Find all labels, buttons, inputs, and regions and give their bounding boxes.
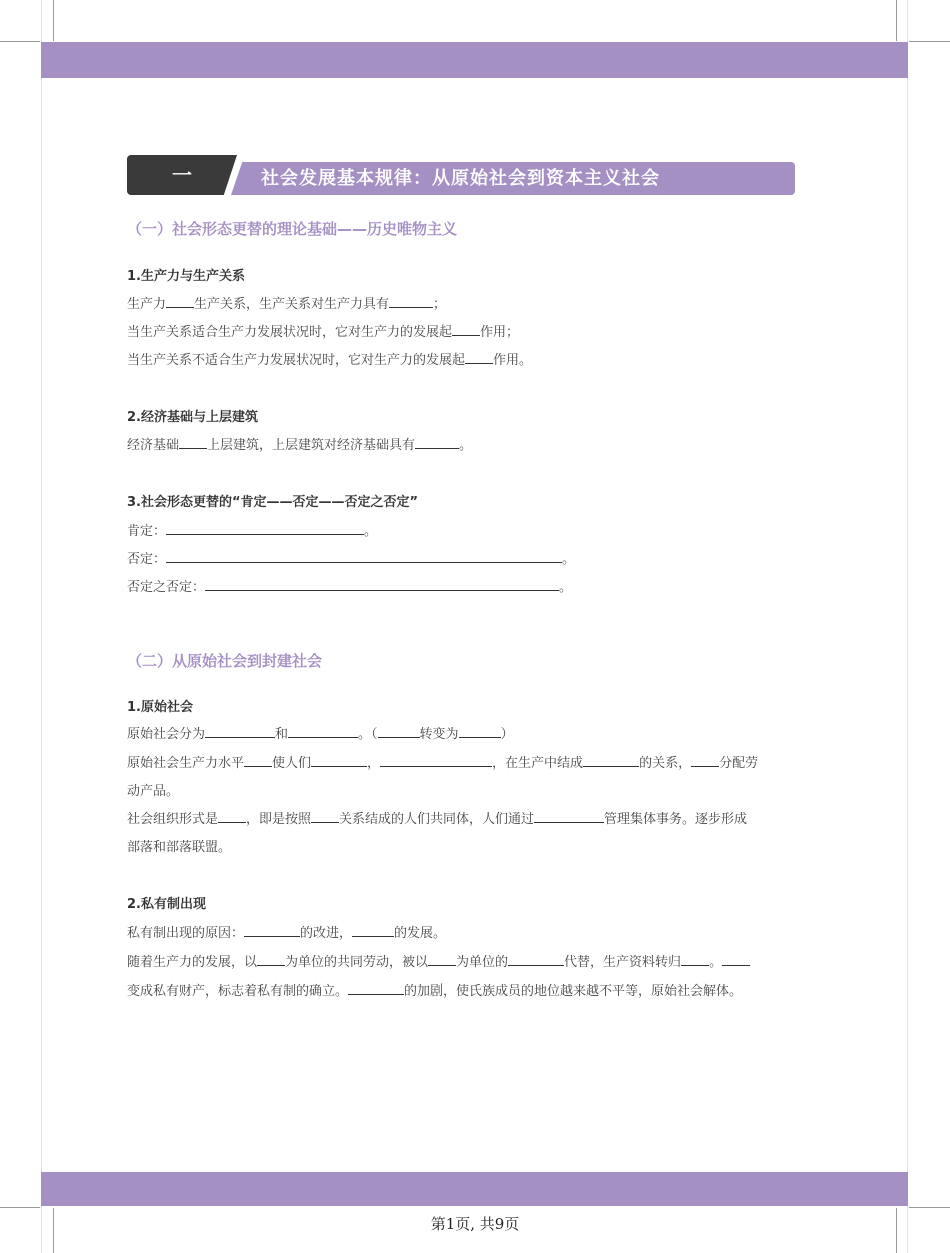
fill-blank[interactable] [179,436,207,449]
topic-title: 1.生产力与生产关系 [127,269,245,284]
text-line: 生产力 生产关系，生产关系对生产力具有 ； [127,297,447,312]
fill-blank[interactable] [352,924,394,937]
fill-blank[interactable] [244,924,300,937]
header-band [41,42,908,78]
fill-blank[interactable] [428,953,456,966]
text-line: 动产品。 [127,784,180,799]
topic-title: 1.原始社会 [127,700,193,715]
text-line: 当生产关系适合生产力发展状况时，它对生产力的发展起 作用； [127,325,520,340]
page-number: 第1页, 共9页 [430,1215,520,1233]
fill-blank[interactable] [205,578,559,591]
fill-blank[interactable] [288,725,358,738]
text-line: 当生产关系不适合生产力发展状况时，它对生产力的发展起 作用。 [127,353,533,368]
page-border-left [41,0,42,1253]
fill-blank[interactable] [722,953,750,966]
section-number: 一 [172,163,192,187]
fill-blank[interactable] [452,323,480,336]
fill-blank[interactable] [166,522,364,535]
text-line: 否定： 。 [127,552,576,567]
topic-title: 2.经济基础与上层建筑 [127,410,258,425]
crop-mark [909,1207,950,1208]
text-line: 私有制出现的原因： 的改进， 的发展。 [127,926,447,941]
fill-blank[interactable] [380,754,492,767]
fill-blank[interactable] [348,982,404,995]
text-line: 变成私有财产，标志着私有制的确立。 的加剧，使氏族成员的地位越来越不平等，原始社会解体。 [127,984,743,999]
section-title: 社会发展基本规律：从原始社会到资本主义社会 [261,168,660,189]
fill-blank[interactable] [465,351,493,364]
subsection-heading-1: （一）社会形态更替的理论基础——历史唯物主义 [127,220,458,238]
text-line: 部落和部落联盟。 [127,840,232,855]
fill-blank[interactable] [244,754,272,767]
fill-blank[interactable] [415,436,459,449]
text-line: 原始社会生产力水平 使人们 ， ，在生产中结成 的关系， 分配劳 [127,756,759,771]
topic-title: 2.私有制出现 [127,897,206,912]
footer-band [41,1172,908,1206]
text-line: 原始社会分为 和 。（ 转变为 ） [127,727,514,742]
fill-blank[interactable] [508,953,564,966]
crop-mark [909,41,950,42]
fill-blank[interactable] [389,295,433,308]
text-line: 社会组织形式是 ，即是按照 关系结成的人们共同体，人们通过 管理集体事务。逐步形成 [127,812,748,827]
fill-blank[interactable] [378,725,420,738]
text-line: 否定之否定： 。 [127,580,573,595]
section-header [127,155,795,195]
fill-blank[interactable] [459,725,501,738]
page-border-right [907,0,908,1253]
text-line: 经济基础 上层建筑，上层建筑对经济基础具有 。 [127,438,473,453]
crop-mark [0,41,40,42]
fill-blank[interactable] [681,953,709,966]
fill-blank[interactable] [218,810,246,823]
crop-mark [896,0,897,41]
subsection-heading-2: （二）从原始社会到封建社会 [127,652,323,670]
crop-mark [53,0,54,41]
text-line: 随着生产力的发展，以 为单位的共同劳动，被以 为单位的 代替，生产资料转归 。 [127,951,750,970]
fill-blank[interactable] [534,810,604,823]
fill-blank[interactable] [166,550,562,563]
crop-mark [0,1207,40,1208]
topic-title: 3.社会形态更替的“肯定——否定——否定之否定” [127,495,419,510]
fill-blank[interactable] [166,295,194,308]
fill-blank[interactable] [691,754,719,767]
fill-blank[interactable] [311,754,367,767]
fill-blank[interactable] [257,953,285,966]
fill-blank[interactable] [205,725,275,738]
fill-blank[interactable] [311,810,339,823]
text-line: 肯定： 。 [127,524,378,539]
fill-blank[interactable] [583,754,639,767]
